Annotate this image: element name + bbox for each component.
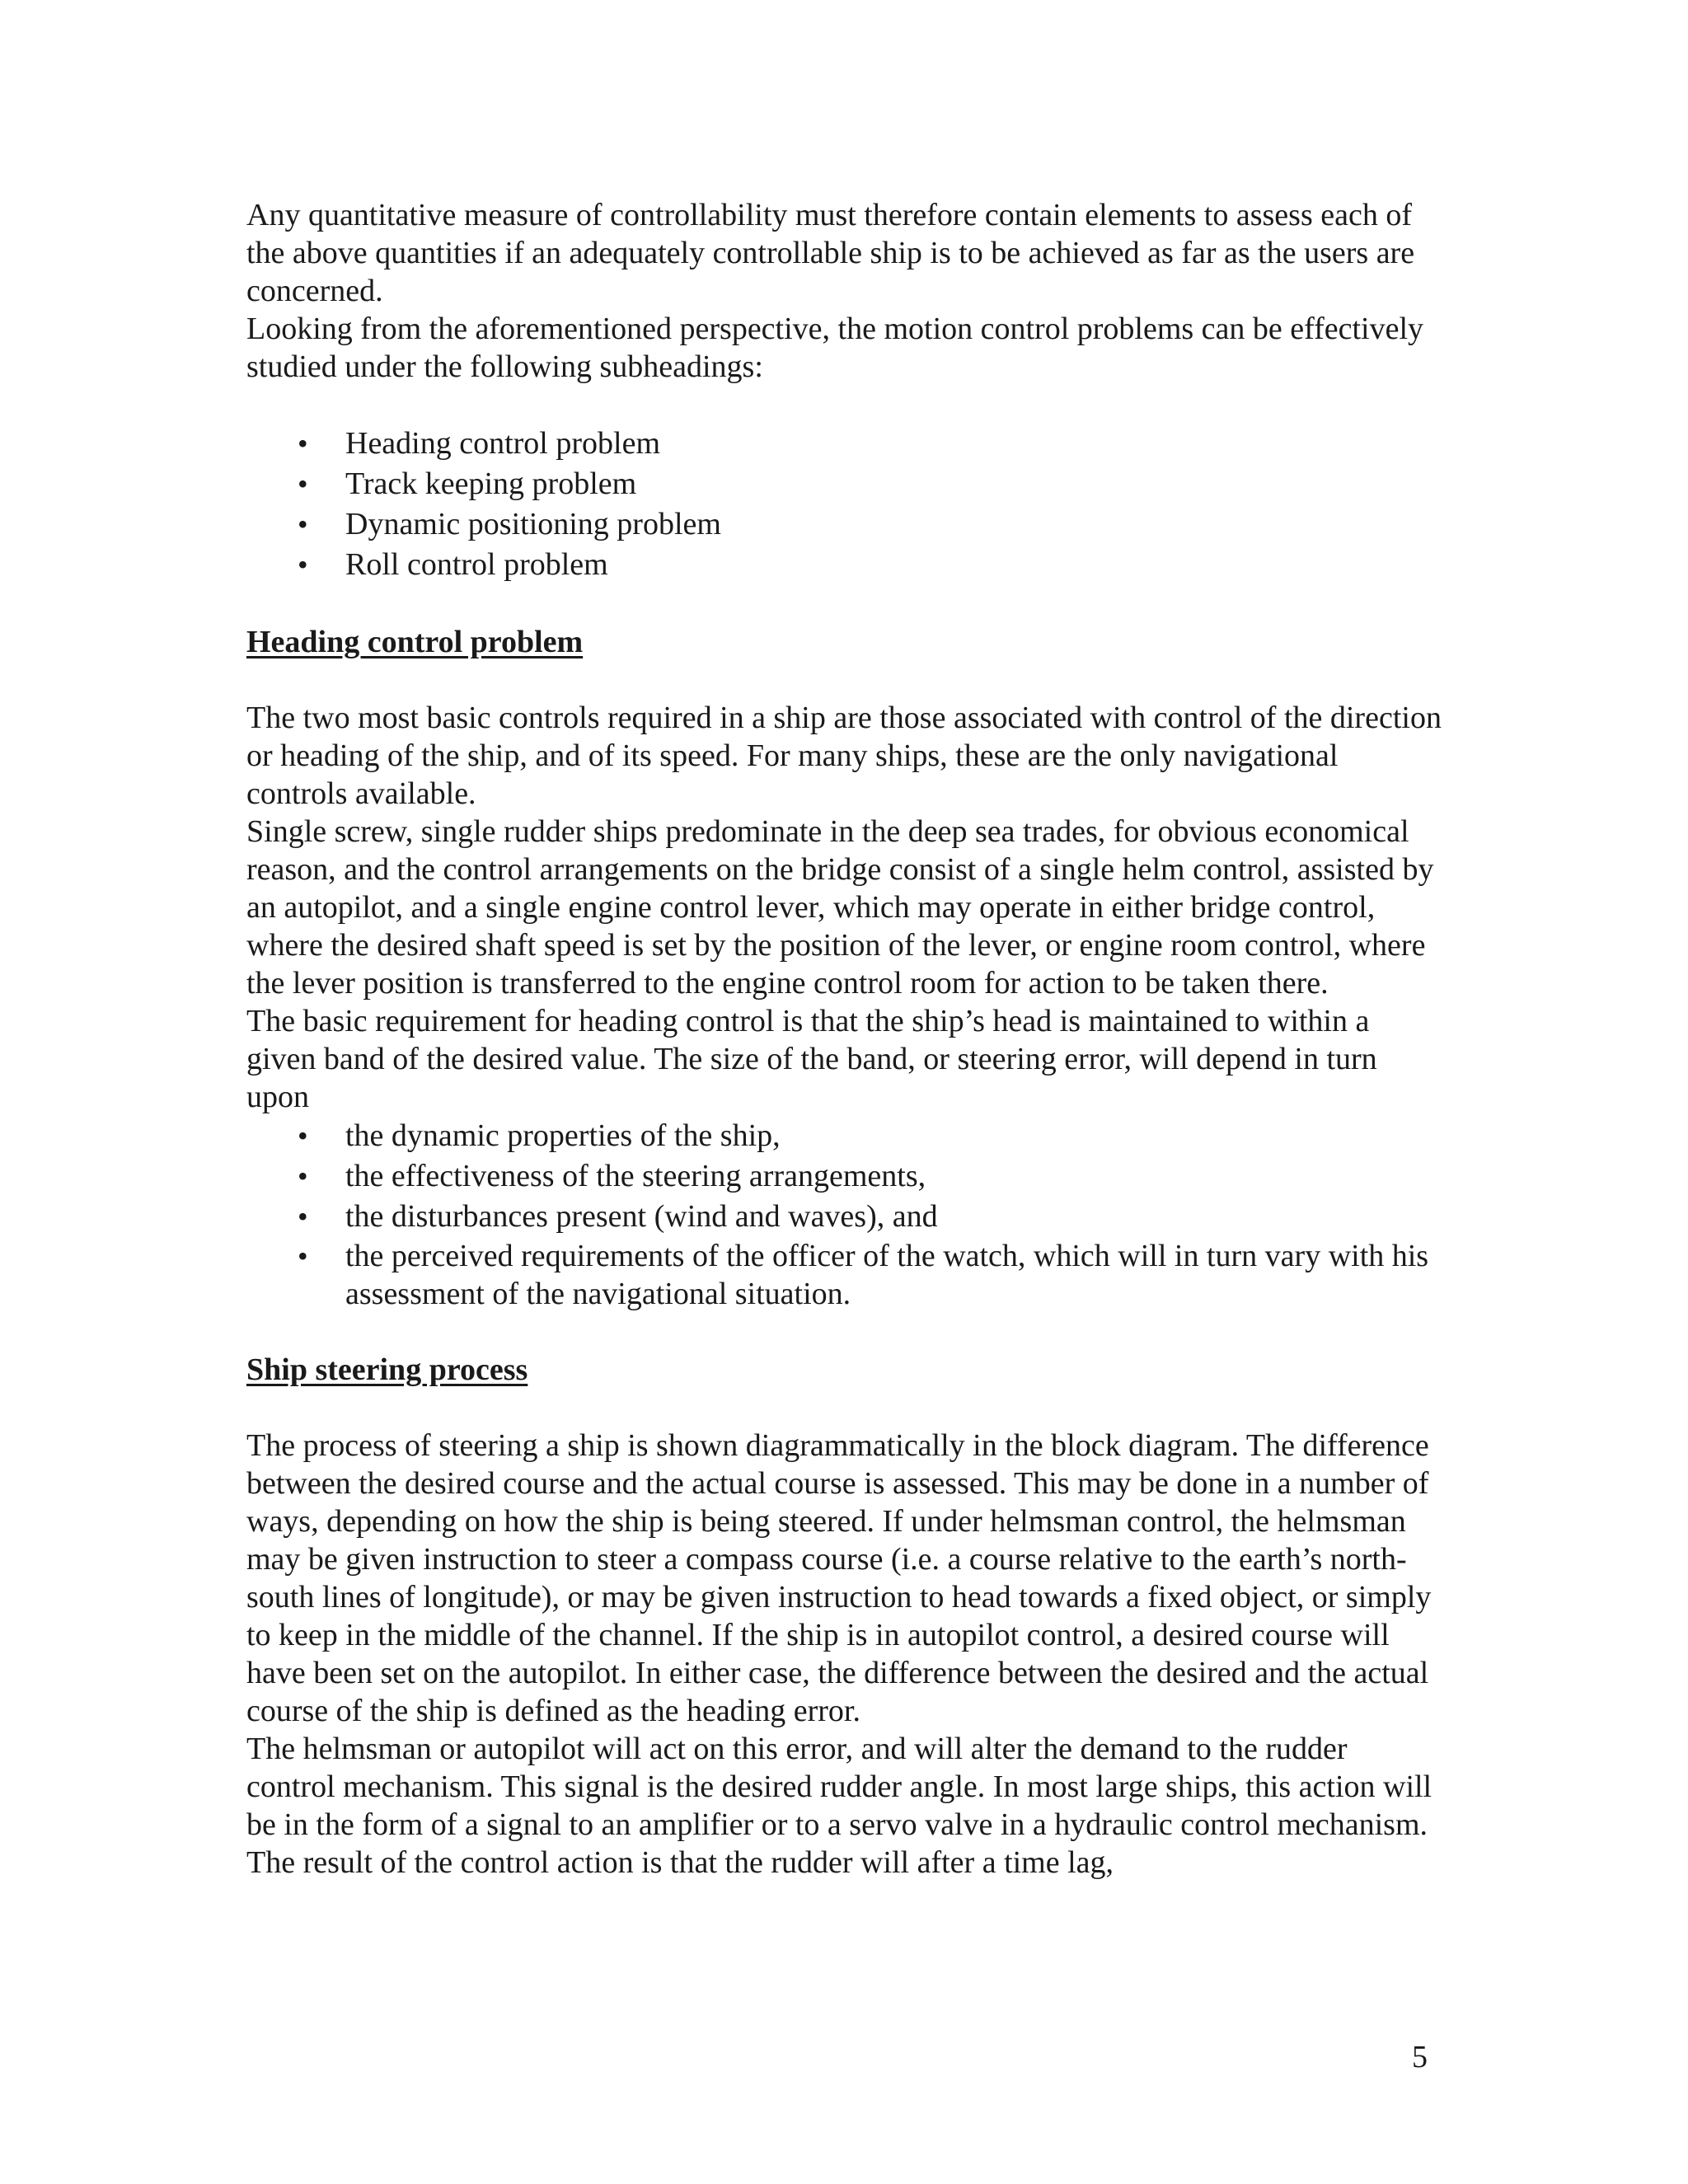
bullet-icon: •	[298, 548, 308, 581]
ship-steering-paragraph-2: The helmsman or autopilot will act on this error, and will alter the demand to the rudder control mechanism. This signal is the desired rudder angle. In most large ships, this action will be in the form of a signal to an amplifier or to a servo valve in a hydraulic control mechanism. The result of the control action is that the rudder will after a time lag,	[246, 1732, 1432, 1880]
heading-control-paragraph-3: The basic requirement for heading control is that the ship’s head is maintained to within a given band of the desired value. The size of the band, or steering error, will depend in turn upon	[246, 1004, 1377, 1114]
list-item	[246, 1156, 1442, 1197]
subheadings-list	[246, 424, 1442, 585]
list-item-text: Track keeping problem	[345, 466, 637, 501]
spacer	[246, 1389, 1442, 1427]
spacer	[246, 661, 1442, 699]
steering-error-factors-list	[246, 1116, 1442, 1313]
spacer	[246, 1313, 1442, 1351]
heading-control-paragraph-2: Single screw, single rudder ships predominate in the deep sea trades, for obvious economical reason, and the control arrangements on the bridge consist of a single helm control, assisted by an autopilot, and a single engine control lever, which may operate in either bridge control, where the desired shaft speed is set by the position of the lever, or engine room control, where the lever position is transferred to the engine control room for action to be taken there.	[246, 814, 1434, 1001]
list-item-text: the dynamic properties of the ship,	[345, 1118, 781, 1153]
list-item	[246, 545, 1442, 585]
list-item-text: Dynamic positioning problem	[345, 507, 721, 541]
page-number: 5	[1412, 2040, 1428, 2074]
list-item-text: Roll control problem	[345, 547, 608, 582]
bullet-icon: •	[298, 508, 308, 541]
spacer	[246, 585, 1442, 623]
bullet-icon: •	[298, 1240, 308, 1272]
ship-steering-paragraph-1: The process of steering a ship is shown diagrammatically in the block diagram. The difference between the desired course and the actual course is assessed. This may be done in a number of ways, depending on how the ship is being steered. If under helmsman control, the helmsman may be given instruction to steer a compass course (i.e. a course relative to the earth’s north-south lines of longitude), or may be given instruction to head towards a fixed object, or simply to keep in the middle of the channel. If the ship is in autopilot control, a desired course will have been set on the autopilot. In either case, the difference between the desired and the actual course of the ship is defined as the heading error.	[246, 1428, 1432, 1728]
list-item	[246, 1237, 1442, 1313]
list-item-text: the disturbances present (wind and waves), and	[345, 1199, 938, 1234]
list-item	[246, 464, 1442, 504]
bullet-icon: •	[298, 1119, 308, 1152]
list-item	[246, 504, 1442, 545]
list-item-text: the effectiveness of the steering arrangements,	[345, 1159, 926, 1193]
list-item-text: the perceived requirements of the officer of the watch, which will in turn vary with his assessment of the navigational situation.	[345, 1239, 1429, 1311]
document-page	[246, 196, 1442, 1882]
list-item-text: Heading control problem	[345, 426, 661, 461]
bullet-icon: •	[298, 427, 308, 460]
spacer	[246, 386, 1442, 424]
heading-control-paragraph-1: The two most basic controls required in a ship are those associated with control of the direction or heading of the ship, and of its speed. For many ships, these are the only navigational controls available.	[246, 701, 1442, 811]
intro-paragraph-1: Any quantitative measure of controllability must therefore contain elements to assess each of the above quantities if an adequately controllable ship is to be achieved as far as the users are concerned.	[246, 198, 1415, 308]
bullet-icon: •	[298, 467, 308, 500]
list-item	[246, 1116, 1442, 1156]
bullet-icon: •	[298, 1160, 308, 1193]
bullet-icon: •	[298, 1200, 308, 1233]
heading-control-title: Heading control problem	[246, 625, 584, 659]
intro-paragraph-2: Looking from the aforementioned perspective, the motion control problems can be effectively studied under the following subheadings:	[246, 312, 1424, 384]
list-item	[246, 1197, 1442, 1237]
ship-steering-title: Ship steering process	[246, 1352, 528, 1387]
list-item	[246, 424, 1442, 464]
